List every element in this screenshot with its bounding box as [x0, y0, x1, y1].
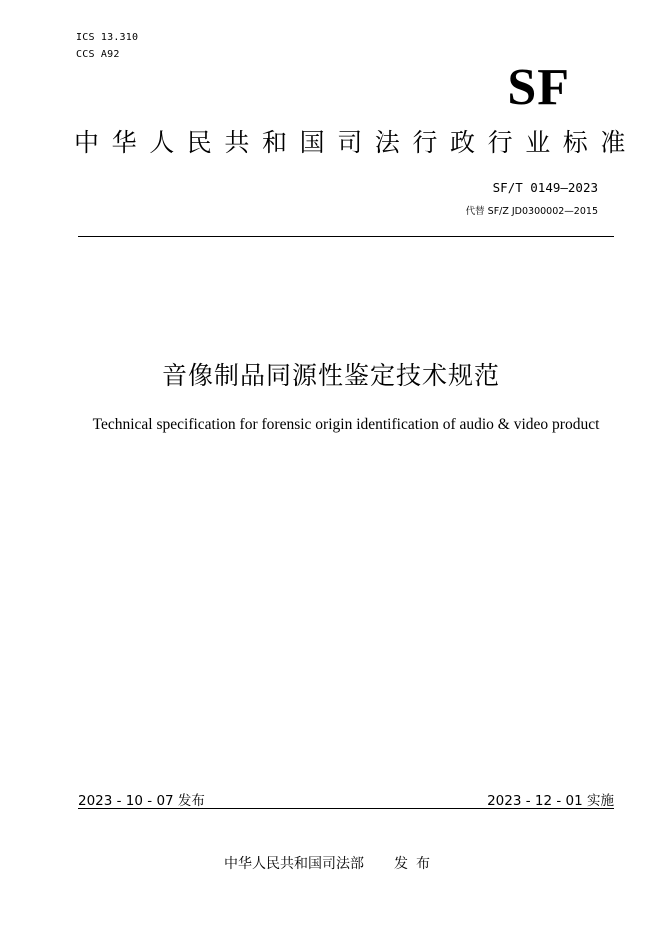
implementation-date: 2023 - 12 - 01 实施 [487, 793, 614, 809]
document-title-zh: 音像制品同源性鉴定技术规范 [161, 361, 500, 390]
issuer-name: 中华人民共和国司法部 [224, 856, 364, 872]
footer-divider [78, 808, 614, 809]
ccs-code: CCS A92 [76, 49, 120, 60]
issuing-authority [0, 853, 662, 873]
issue-date: 2023 - 10 - 07 发布 [78, 793, 205, 809]
replaced-standard: 代替 SF/Z JD0300002—2015 [465, 206, 598, 217]
issue-verb: 发布 [394, 856, 438, 872]
standard-number: SF/T 0149—2023 [492, 180, 598, 195]
document-title-en: Technical specification for forensic origin identification of audio & video product [92, 416, 600, 433]
sf-logo: SF [507, 59, 570, 116]
ics-code: ICS 13.310 [76, 32, 139, 43]
header-divider [78, 236, 614, 237]
standard-category-title: 中华人民共和国司法行政行业标准 [74, 128, 639, 157]
